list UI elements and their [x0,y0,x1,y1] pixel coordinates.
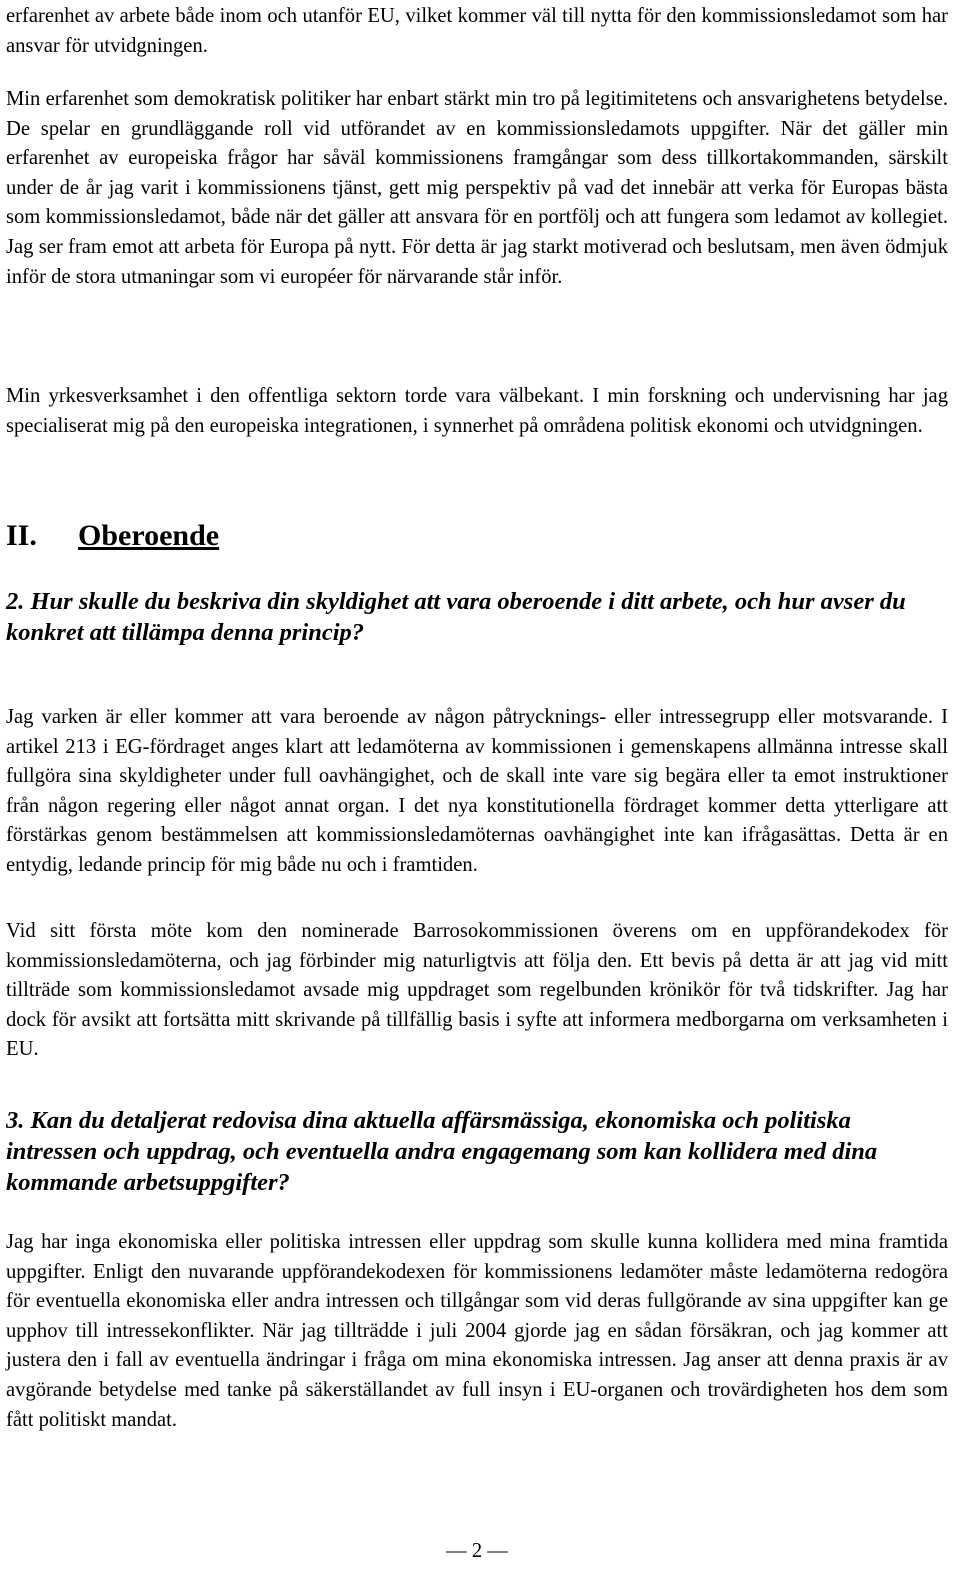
question-3-heading: 3. Kan du detaljerat redovisa dina aktuella affärsmässiga, ekonomiska och politiska intressen och uppdrag, och eventuella andra engagemang som kan kollidera med dina kommande arbetsuppgifter? [6,1107,878,1196]
paragraph-independence: Jag varken är eller kommer att vara beroende av någon påtrycknings- eller intressegrupp eller motsvarande. I artikel 213 i EG-fördraget anges klart att ledamöterna av kommissionen i gemenskapens allmänna intresse skall fullgöra sina skyldigheter under full oavhängighet, och de skall inte vare sig begära eller ta emot instruktioner från någon regering eller något annat organ. I det nya konstitutionella fördraget kommer detta ytterligare att förstärkas genom bestämmelsen att kommissionsledamöternas oavhängighet inte kan ifrågasättas. Detta är en entydig, ledande princip för mig både nu och i framtiden. [6,706,948,876]
question-2-heading: 2. Hur skulle du beskriva din skyldighet att vara oberoende i ditt arbete, och hur avser du konkret att tillämpa denna princip? [6,588,906,646]
paragraph-political-experience: Min erfarenhet som demokratisk politiker har enbart stärkt min tro på legitimitetens och ansvarighetens betydelse. De spelar en grundläggande roll vid utförandet av en kommissionsledamots uppgifter. När det gäller min erfarenhet av europeiska frågor har såväl kommissionens framgångar som dess tillkortakommanden, särskilt under de år jag varit i kommissionens tjänst, gett mig perspektiv på vad det innebär att verka för Europas bästa som kommissionsledamot, både när det gäller att ansvara för en portfölj och att fungera som ledamot av kollegiet. Jag ser fram emot att arbeta för Europa på nytt. För detta är jag starkt motiverad och beslutsam, men även ödmjuk inför de stora utmaningar som vi européer för närvarande står inför. [6,88,948,288]
section-title: Oberoende [78,519,220,552]
paragraph-continuation: erfarenhet av arbete både inom och utanför EU, vilket kommer väl till nytta för den kommissionsledamot som har ansvar för utvidgningen. [6,5,948,57]
paragraph-code-of-conduct: Vid sitt första möte kom den nominerade Barrosokommissionen överens om en uppförandekodex för kommissionsledamöterna, och jag förbinder mig naturligtvis att följa den. Ett bevis på detta är att jag vid mitt tillträde som kommissionsledamot avsade mig uppdraget som regelbunden krönikör för två tidskrifter. Jag har dock för avsikt att fortsätta mitt skrivande på tillfällig basis i syfte att informera medborgarna om verksamheten i EU. [6,920,948,1061]
paragraph-professional-activity: Min yrkesverksamhet i den offentliga sektorn torde vara välbekant. I min forskning och undervisning har jag specialiserat mig på den europeiska integrationen, i synnerhet på områdena politisk ekonomi och utvidgningen. [6,385,948,437]
section-number: II. [6,519,37,552]
section-heading [6,518,219,554]
page-number: — 2 — [446,1540,508,1562]
paragraph-interests: Jag har inga ekonomiska eller politiska intressen eller uppdrag som skulle kunna kollidera med mina framtida uppgifter. Enligt den nuvarande uppförandekodexen för kommissionens ledamöter måste ledamöterna redogöra för eventuella ekonomiska eller andra intressen och tillgångar som vid deras fullgörande av sina uppgifter kan ge upphov till intressekonflikter. När jag tillträdde i juli 2004 gjorde jag en sådan försäkran, och jag kommer att justera den i fall av eventuella ändringar i fråga om mina ekonomiska intressen. Jag anser att denna praxis är av avgörande betydelse med tanke på säkerställandet av full insyn i EU-organen och trovärdigheten hos dem som fått politiskt mandat. [6,1231,948,1431]
